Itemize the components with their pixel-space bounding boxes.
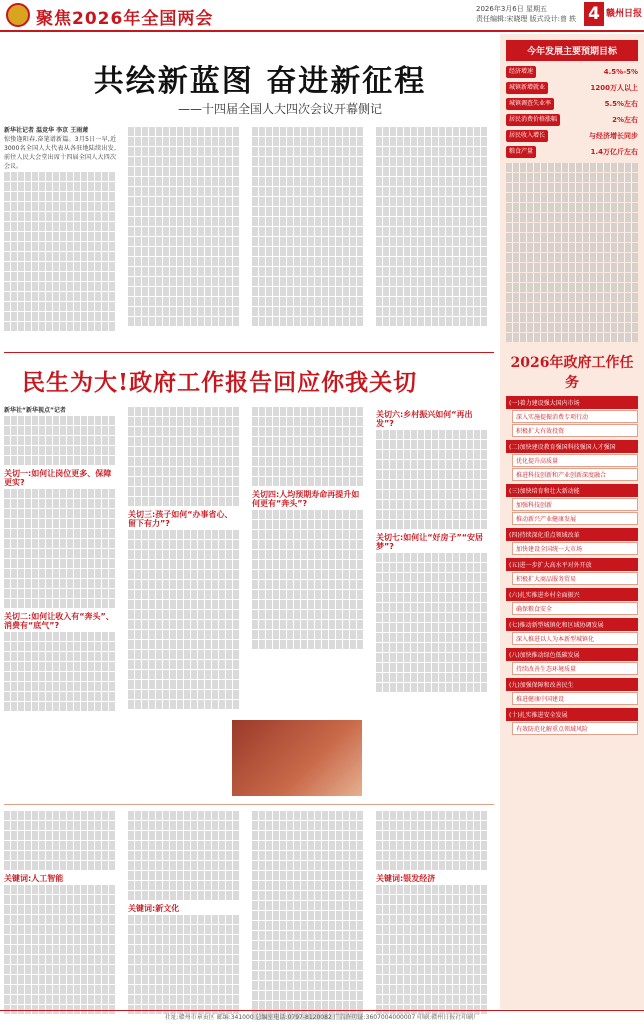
page-footer: 社址:赣州市章贡区 邮编:341000 总编室电话:0797-8120082 广告许可证:3607004000007 印刷:赣州日报社印刷厂 bbox=[0, 1010, 644, 1025]
article2-col bbox=[4, 810, 116, 1015]
task-item: 推进科技创新和产业创新深度融合 bbox=[512, 468, 638, 481]
task-item: 有效防范化解重点领域风险 bbox=[512, 722, 638, 735]
metric-value: 1200万人以上 bbox=[590, 84, 638, 92]
tasks-title: 2026年政府工作任务 bbox=[510, 355, 634, 391]
page-meta bbox=[476, 4, 586, 24]
article1-subhead: ——十四届全国人大四次会议开幕侧记 bbox=[177, 102, 382, 116]
article2-col bbox=[252, 810, 364, 1021]
task-item: 推进健康中国建设 bbox=[512, 692, 638, 705]
section-heading: 关键词:银发经济 bbox=[376, 874, 436, 883]
task-item: 推动新兴产业健康发展 bbox=[512, 512, 638, 525]
article2-col bbox=[376, 810, 488, 1015]
metric-label: 居民收入增长 bbox=[506, 130, 548, 142]
page-section-title: 聚焦2026年全国两会 bbox=[36, 9, 214, 29]
newspaper-logo: 赣州日报 bbox=[606, 9, 643, 19]
metric-label: 粮食产量 bbox=[506, 146, 536, 158]
task-heading: (九)加强保障和改善民生 bbox=[506, 678, 638, 691]
article1-col bbox=[128, 126, 240, 327]
article2-headline: 民生为大!政府工作报告回应你我关切 bbox=[22, 369, 418, 396]
metric-row bbox=[506, 129, 638, 143]
task-heading: (六)扎实推进乡村全面振兴 bbox=[506, 588, 638, 601]
task-heading: (十)扎实推进安全发展 bbox=[506, 708, 638, 721]
section-heading: 关切七:如何让“好房子”“安居梦”? bbox=[376, 533, 483, 551]
article2-col bbox=[128, 810, 240, 1015]
task-heading: (七)推动新型城镇化和区域协调发展 bbox=[506, 618, 638, 631]
article2-col bbox=[252, 406, 364, 650]
task-heading: (五)进一步扩大高水平对外开放 bbox=[506, 558, 638, 571]
article2-col bbox=[128, 406, 240, 710]
page-number: 4 bbox=[584, 2, 604, 26]
task-group bbox=[506, 618, 638, 645]
article2-continued bbox=[4, 810, 494, 1030]
article1-byline: 新华社记者 温竞华 李京 王雨萧 bbox=[4, 127, 89, 134]
metric-value: 2%左右 bbox=[612, 116, 638, 124]
goals-metrics bbox=[506, 65, 638, 159]
task-group bbox=[506, 484, 638, 525]
editors: 责任编辑:宋晓理 版式设计:曾 轶 bbox=[476, 15, 577, 23]
task-item: 加强科技创新 bbox=[512, 498, 638, 511]
section-heading: 关切六:乡村振兴如何“再出发”? bbox=[376, 410, 473, 428]
metric-row bbox=[506, 81, 638, 95]
article1-lead: 惊蛰逢阳春,奋笔谱新篇。3月5日一早,近3000名全国人大代表从各驻地陆续出发,前往人民大会堂出席十四届全国人大四次会议。 bbox=[4, 136, 116, 170]
task-item: 深入实施提振消费专项行动 bbox=[512, 410, 638, 423]
tasks-list bbox=[500, 396, 644, 735]
article-photo bbox=[232, 720, 362, 796]
sidebar bbox=[500, 34, 644, 1009]
metric-label: 居民消费价格涨幅 bbox=[506, 114, 560, 126]
article1-headline: 共绘新蓝图 奋进新征程 bbox=[93, 64, 427, 99]
section-heading: 关切二:如何让收入有“奔头”、消费有“底气”? bbox=[4, 612, 114, 630]
metric-value: 与经济增长同步 bbox=[589, 132, 638, 140]
metric-value: 1.4万亿斤左右 bbox=[590, 148, 638, 156]
article1-col bbox=[252, 126, 364, 327]
task-group bbox=[506, 440, 638, 481]
article2-byline: 新华社“新华视点”记者 bbox=[4, 407, 66, 414]
task-group bbox=[506, 558, 638, 585]
metric-value: 5.5%左右 bbox=[604, 100, 638, 108]
task-item: 积极扩大有效投资 bbox=[512, 424, 638, 437]
section-divider bbox=[4, 804, 494, 805]
metric-row bbox=[506, 113, 638, 127]
article1-col bbox=[4, 126, 116, 332]
section-heading: 关切四:人均预期寿命再提升如何更有“奔头”? bbox=[252, 490, 360, 508]
goals-note bbox=[506, 163, 638, 342]
article2-col bbox=[4, 406, 116, 712]
section-heading: 关切三:孩子如何“办事省心、留下有力”? bbox=[128, 510, 233, 528]
metric-value: 4.5%-5% bbox=[603, 68, 638, 76]
issue-date: 2026年3月6日 星期五 bbox=[476, 5, 547, 13]
goals-title: 今年发展主要预期目标 bbox=[506, 40, 638, 61]
task-group bbox=[506, 588, 638, 615]
task-group bbox=[506, 528, 638, 555]
task-item: 持续改善生态环境质量 bbox=[512, 662, 638, 675]
task-item: 积极扩大商品服务贸易 bbox=[512, 572, 638, 585]
task-item: 深入推进以人为本新型城镇化 bbox=[512, 632, 638, 645]
section-heading: 关键词:人工智能 bbox=[4, 874, 64, 883]
task-item: 加快建设全国统一大市场 bbox=[512, 542, 638, 555]
article2-col bbox=[376, 406, 488, 693]
main-content bbox=[0, 34, 498, 1009]
task-heading: (一)着力建设强大国内市场 bbox=[506, 396, 638, 409]
task-group bbox=[506, 708, 638, 735]
metric-label: 城镇调查失业率 bbox=[506, 98, 554, 110]
task-heading: (二)加快建设教育强国科技强国人才强国 bbox=[506, 440, 638, 453]
task-heading: (四)持续深化重点领域改革 bbox=[506, 528, 638, 541]
task-group bbox=[506, 648, 638, 675]
article1-col bbox=[376, 126, 488, 327]
metric-label: 城镇新增就业 bbox=[506, 82, 548, 94]
emblem-icon bbox=[6, 3, 30, 27]
section-heading: 关键词:新文化 bbox=[128, 904, 180, 913]
article1-body bbox=[4, 126, 494, 346]
section-heading: 关切一:如何让岗位更多、保障更实? bbox=[4, 469, 112, 487]
page-header bbox=[0, 0, 644, 32]
task-group bbox=[506, 678, 638, 705]
task-heading: (三)加快培育和壮大新动能 bbox=[506, 484, 638, 497]
task-item: 优化提升高质量 bbox=[512, 454, 638, 467]
metric-row bbox=[506, 65, 638, 79]
task-item: 确保粮食安全 bbox=[512, 602, 638, 615]
section-divider bbox=[4, 352, 494, 353]
task-heading: (八)加快推动绿色低碳发展 bbox=[506, 648, 638, 661]
metric-row bbox=[506, 145, 638, 159]
metric-label: 经济增速 bbox=[506, 66, 536, 78]
metric-row bbox=[506, 97, 638, 111]
task-group bbox=[506, 396, 638, 437]
